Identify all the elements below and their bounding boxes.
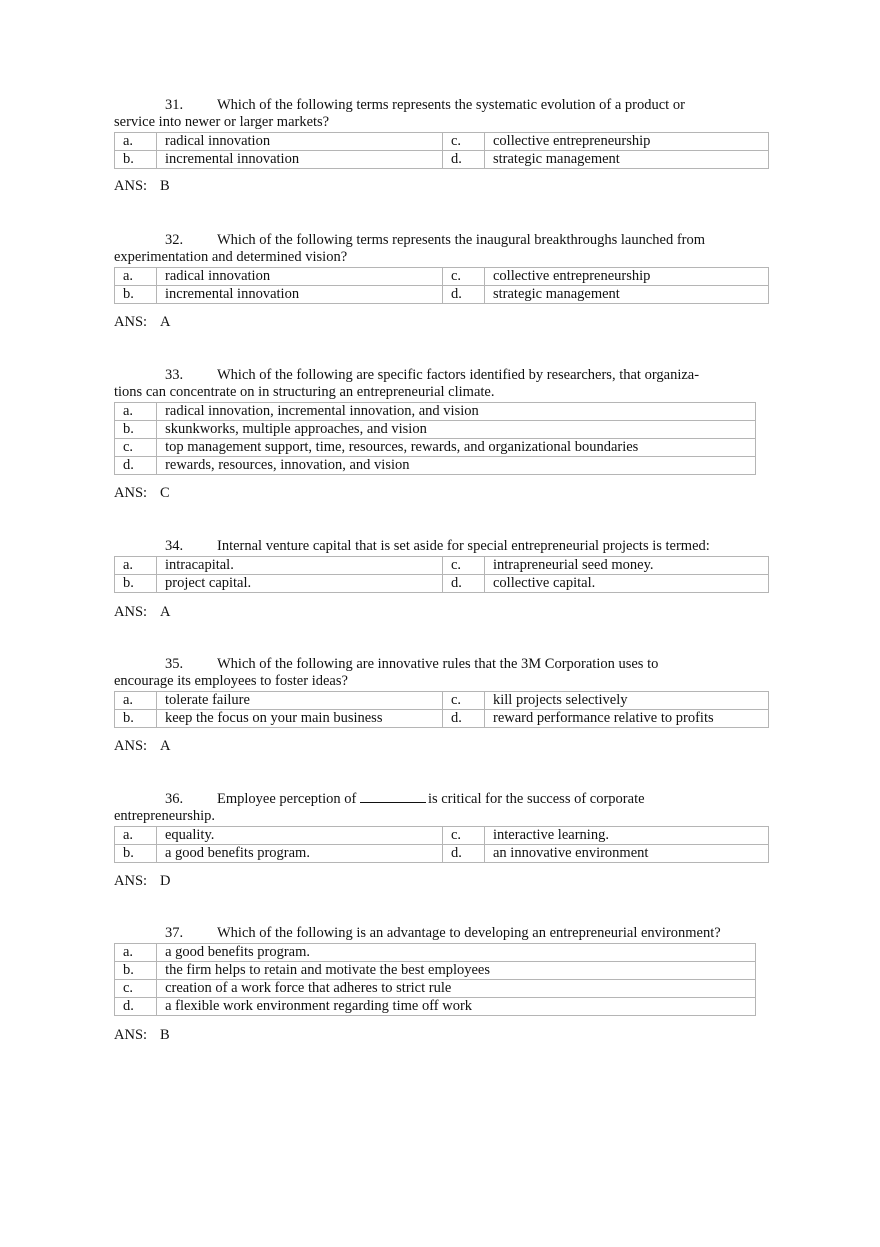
option-text: a flexible work environment regarding time off work [157,998,756,1016]
option-text: an innovative environment [485,845,769,863]
option-letter: b. [115,421,157,439]
answer-32: ANS: A [114,314,171,330]
question-31 [114,97,774,169]
option-letter: d. [443,710,485,728]
option-letter: c. [443,827,485,845]
option-letter: a. [115,557,157,575]
options-table [114,943,756,1016]
answer-34: ANS: A [114,604,171,620]
question-37 [114,925,774,1016]
question-stem: 34. Internal venture capital that is set aside for special entrepreneurial projects is termed: [165,538,710,554]
option-text: radical innovation [157,268,443,286]
option-letter: a. [115,827,157,845]
option-letter: c. [443,133,485,151]
options-table [114,267,769,304]
question-number: 31. [165,97,184,113]
option-text: keep the focus on your main business [157,710,443,728]
question-32 [114,232,774,304]
option-text: reward performance relative to profits [485,710,769,728]
option-text: radical innovation [157,133,443,151]
option-letter: d. [443,151,485,169]
question-stem: 36. Employee perception of is critical for the success of corporate entrepreneurship. [114,791,645,824]
option-text: collective capital. [485,575,769,593]
option-letter: d. [443,286,485,304]
options-table [114,826,769,863]
question-33 [114,367,774,475]
option-text: rewards, resources, innovation, and vision [157,457,756,475]
question-stem: 33. Which of the following are specific factors identified by researchers, that organiza- tions can concentrate on in structuring an entrepreneurial climate. [114,367,700,400]
option-text: radical innovation, incremental innovation, and vision [157,403,756,421]
option-letter: b. [115,286,157,304]
answer-36: ANS: D [114,873,171,889]
question-number: 32. [165,232,184,248]
option-text: strategic management [485,151,769,169]
question-number: 36. [165,791,184,807]
option-text: interactive learning. [485,827,769,845]
question-stem: 37. Which of the following is an advantage to developing an entrepreneurial environment? [165,925,721,941]
answer-33: ANS: C [114,485,170,501]
option-letter: a. [115,133,157,151]
option-letter: d. [443,845,485,863]
option-letter: d. [115,457,157,475]
option-letter: c. [443,692,485,710]
options-table [114,132,769,169]
option-letter: b. [115,845,157,863]
option-text: a good benefits program. [157,845,443,863]
option-text: a good benefits program. [157,944,756,962]
option-letter: c. [443,268,485,286]
question-36 [114,790,774,863]
option-text: tolerate failure [157,692,443,710]
option-text: skunkworks, multiple approaches, and vision [157,421,756,439]
option-letter: b. [115,962,157,980]
option-letter: a. [115,268,157,286]
options-table [114,691,769,728]
option-text: creation of a work force that adheres to strict rule [157,980,756,998]
question-number: 35. [165,656,184,672]
option-letter: a. [115,692,157,710]
answer-31: ANS: B [114,178,170,194]
question-number: 33. [165,367,184,383]
question-number: 34. [165,538,184,554]
option-text: intracapital. [157,557,443,575]
option-letter: d. [115,998,157,1016]
option-letter: c. [115,980,157,998]
option-letter: b. [115,575,157,593]
option-text: project capital. [157,575,443,593]
fill-in-blank [360,790,426,803]
question-stem: 31. Which of the following terms represents the systematic evolution of a product or service into newer or larger markets? [114,97,685,130]
option-text: the firm helps to retain and motivate the best employees [157,962,756,980]
option-text: incremental innovation [157,286,443,304]
question-stem: 35. Which of the following are innovative rules that the 3M Corporation uses to encourage its employees to foster ideas? [114,656,659,689]
option-letter: b. [115,710,157,728]
option-text: strategic management [485,286,769,304]
answer-37: ANS: B [114,1027,170,1043]
option-letter: d. [443,575,485,593]
question-stem: 32. Which of the following terms represents the inaugural breakthroughs launched from experimentation and determined vision? [114,232,706,265]
question-34 [114,538,774,593]
option-text: kill projects selectively [485,692,769,710]
option-letter: a. [115,944,157,962]
option-text: collective entrepreneurship [485,133,769,151]
option-letter: c. [443,557,485,575]
question-35 [114,656,774,728]
option-letter: b. [115,151,157,169]
option-letter: a. [115,403,157,421]
answer-35: ANS: A [114,738,171,754]
options-table [114,402,756,475]
option-text: collective entrepreneurship [485,268,769,286]
option-text: top management support, time, resources, rewards, and organizational boundaries [157,439,756,457]
option-text: intrapreneurial seed money. [485,557,769,575]
option-text: equality. [157,827,443,845]
option-text: incremental innovation [157,151,443,169]
question-number: 37. [165,925,184,941]
option-letter: c. [115,439,157,457]
options-table [114,556,769,593]
